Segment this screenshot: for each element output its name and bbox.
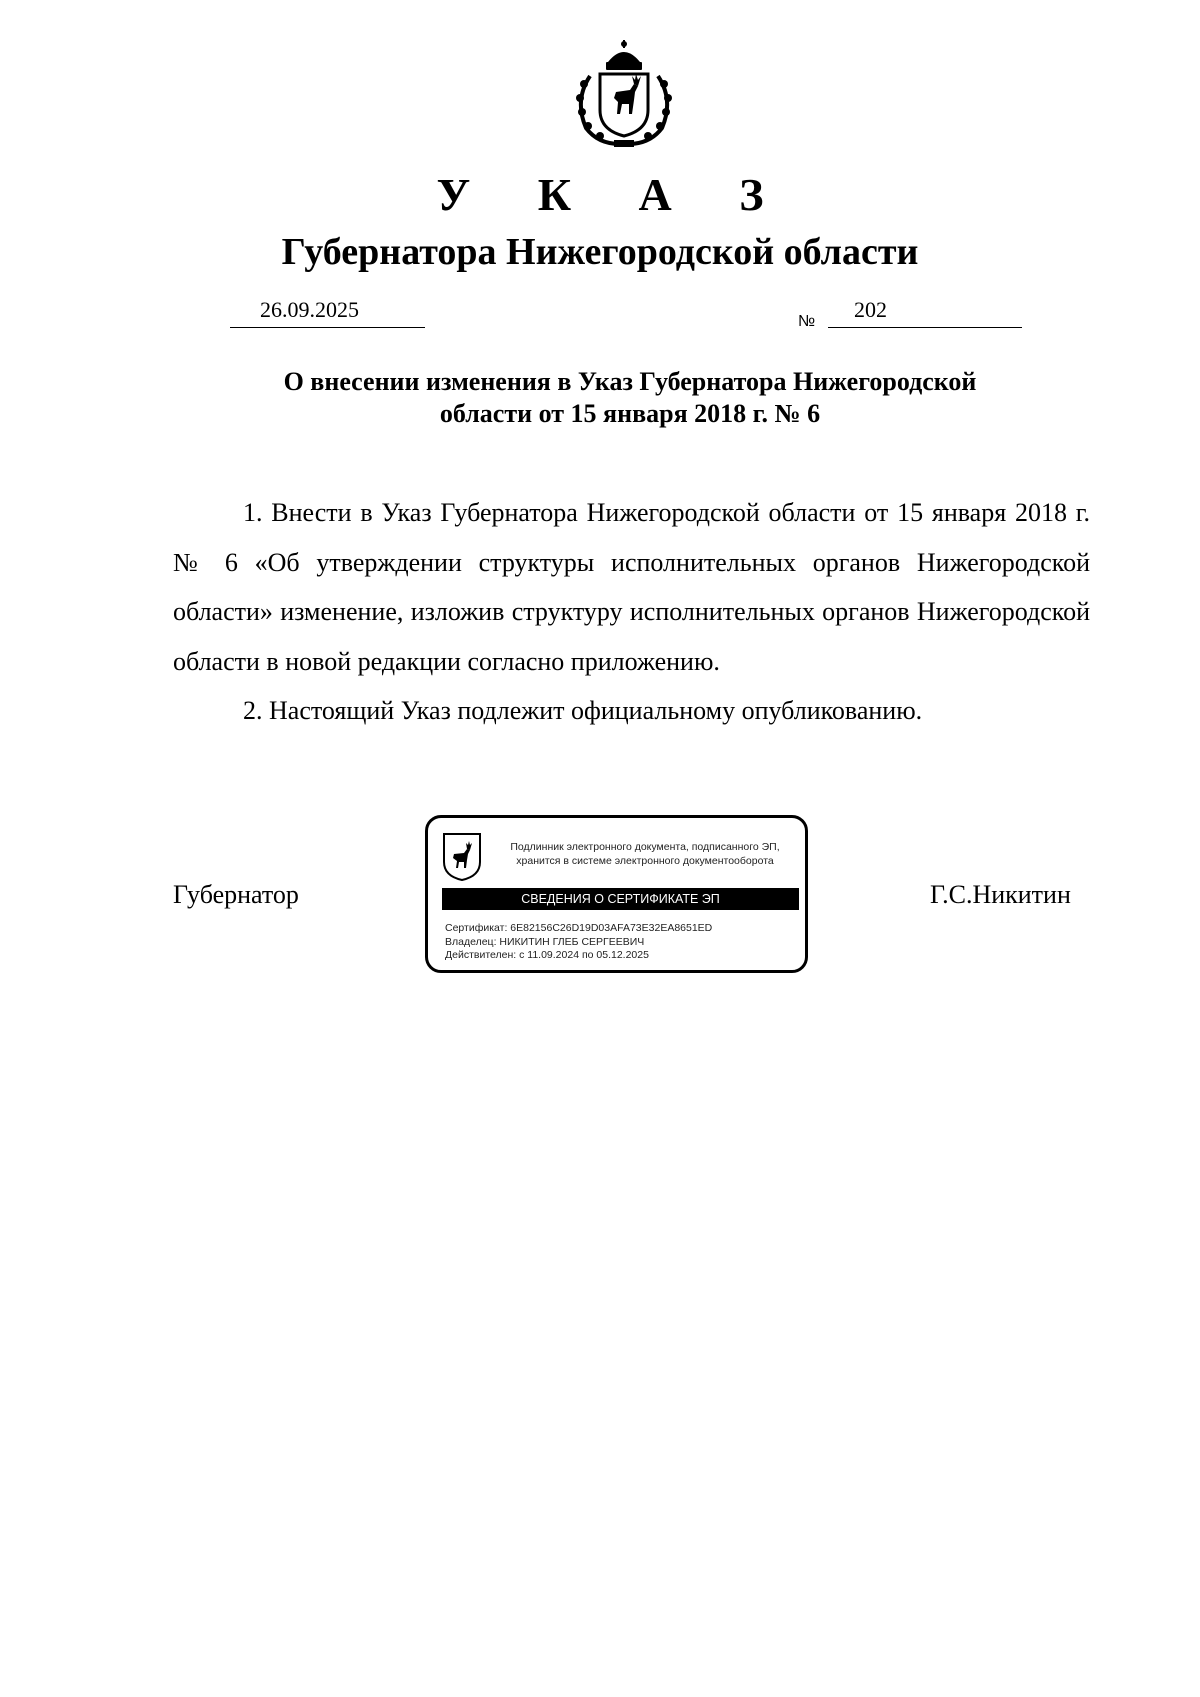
certificate-validity: Действителен: с 11.09.2024 по 05.12.2025	[445, 949, 649, 961]
stamp-note-line-1: Подлинник электронного документа, подписанного ЭП,	[510, 841, 780, 853]
signatory-name: Г.С.Никитин	[930, 880, 1071, 909]
document-date: 26.09.2025	[260, 297, 359, 322]
document-heading	[0, 366, 1200, 430]
document-number: 202	[854, 297, 887, 322]
coat-of-arms-icon	[568, 40, 680, 148]
electronic-signature-stamp	[425, 815, 808, 973]
paragraph-2: 2. Настоящий Указ подлежит официальному опубликованию.	[243, 696, 923, 725]
document-type: У К А З	[436, 169, 792, 220]
deer-shield-icon	[442, 832, 482, 882]
signatory-role: Губернатор	[173, 880, 299, 909]
date-field	[230, 297, 425, 328]
number-field	[828, 297, 1022, 328]
certificate-owner: Владелец: НИКИТИН ГЛЕБ СЕРГЕЕВИЧ	[445, 935, 645, 948]
heading-line-1: О внесении изменения в Указ Губернатора Нижегородской	[283, 367, 977, 396]
stamp-certificate-details	[445, 922, 712, 963]
issuer-title: Губернатора Нижегородской области	[281, 231, 919, 273]
paragraph-1: 1. Внести в Указ Губернатора Нижегородской области от 15 января 2018 г. № 6 «Об утверждении структуры исполнительных органов Нижегородской области» изменение, изложив структуру исполнительных органов Нижегородской области в новой редакции согласно приложению.	[173, 498, 1090, 676]
heading-line-2: области от 15 января 2018 г. № 6	[439, 399, 821, 428]
stamp-note	[490, 840, 800, 868]
stamp-certificate-header: СВЕДЕНИЯ О СЕРТИФИКАТЕ ЭП	[442, 888, 799, 910]
certificate-id: Сертификат: 6E82156C26D19D03AFA73E32EA8651ED	[445, 922, 713, 934]
number-label: №	[798, 313, 816, 330]
stamp-note-line-2: хранится в системе электронного документооборота	[516, 855, 774, 867]
document-body	[173, 488, 1090, 736]
